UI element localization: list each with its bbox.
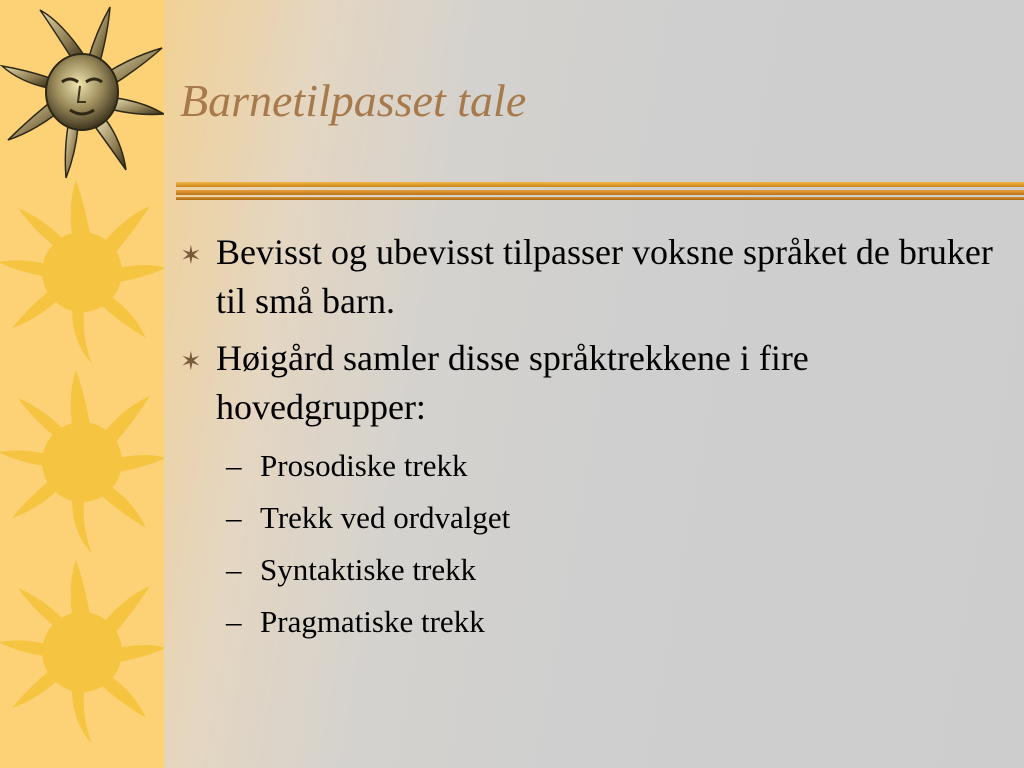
dash-marker: – — [226, 552, 242, 587]
slide-body — [178, 228, 998, 648]
dash-marker: – — [226, 500, 242, 535]
star-bullet-icon: ✶ — [180, 241, 202, 270]
dash-marker: – — [226, 604, 242, 639]
bullet-item — [178, 334, 998, 432]
slide-title: Barnetilpasset tale — [180, 75, 527, 126]
sun-icon — [0, 368, 164, 556]
sub-bullet-item — [178, 492, 998, 544]
bullet-text: Høigård samler disse språktrekkene i fire hovedgrupper: — [216, 338, 809, 427]
sub-bullet-text: Pragmatiske trekk — [260, 604, 485, 639]
bullet-text: Bevisst og ubevisst tilpasser voksne språket de bruker til små barn. — [216, 232, 993, 321]
sun-face-icon — [0, 0, 164, 180]
sun-icon — [0, 558, 164, 746]
sun-icon — [0, 178, 164, 366]
sub-bullet-text: Prosodiske trekk — [260, 448, 468, 483]
title-divider — [176, 182, 1024, 202]
sub-bullet-text: Syntaktiske trekk — [260, 552, 477, 587]
sub-bullet-list — [178, 440, 998, 648]
sub-bullet-item — [178, 596, 998, 648]
sub-bullet-text: Trekk ved ordvalget — [260, 500, 511, 535]
sub-bullet-item — [178, 544, 998, 596]
star-bullet-icon: ✶ — [180, 347, 202, 376]
dash-marker: – — [226, 448, 242, 483]
sub-bullet-item — [178, 440, 998, 492]
sidebar-decoration — [0, 0, 164, 768]
bullet-item — [178, 228, 998, 326]
